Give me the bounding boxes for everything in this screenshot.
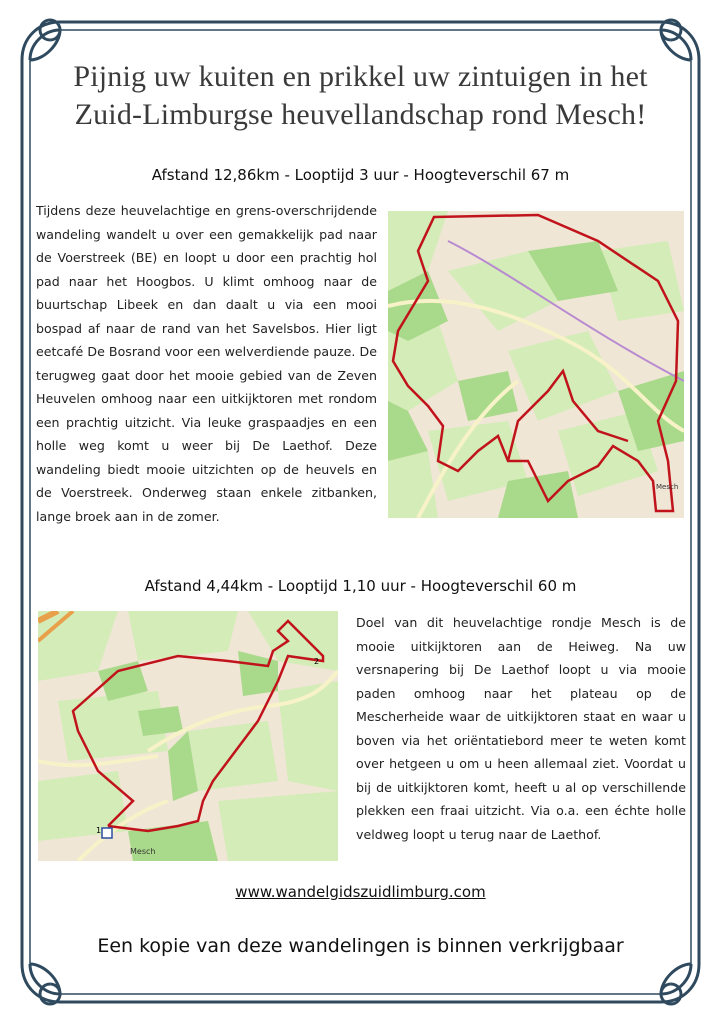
- route2-map-town-label: Mesch: [130, 847, 156, 856]
- route2-start-marker: 1: [96, 826, 102, 835]
- footer-note: Een kopie van deze wandelingen is binnen verkrijgbaar: [97, 935, 624, 957]
- route2-map: [38, 611, 338, 861]
- page-title: Pijnig uw kuiten en prikkel uw zintuigen in het Zuid-Limburgse heuvellandschap rond Mesch!: [73, 60, 648, 131]
- website-link[interactable]: www.wandelgidszuidlimburg.com: [235, 883, 486, 901]
- route2-stats: Afstand 4,44km - Looptijd 1,10 uur - Hoogteverschil 60 m: [144, 577, 577, 595]
- route1-map-town-label: Mesch: [656, 483, 679, 491]
- route1-map: [388, 211, 684, 518]
- route1-description: Tijdens deze heuvelachtige en grens-overschrijdende wandeling wandelt u over een gemakkelijk pad naar de Voerstreek (BE) en loopt u door een prachtig hol pad naar het Hoogbos. U klimt omhoog naar de buurtschap Libeek en dan daalt u via een mooi bospad af naar de rand van het Savelsbos. Hier ligt eetcafé De Bosrand voor een welverdiende pauze. De terugweg gaat door het mooie gebied van de Zeven Heuvelen omhoog naar een uitkijktoren met rondom een prachtig uitzicht. Via leuke graspaadjes en een holle weg komt u weer bij De Laethof. Deze wandeling biedt mooie uitzichten op de heuvels en de Voerstreek. Onderweg staan enkele zitbanken, lange broek aan in de zomer.: [36, 203, 377, 524]
- route2-end-marker: 2: [314, 657, 320, 666]
- route1-stats: Afstand 12,86km - Looptijd 3 uur - Hoogteverschil 67 m: [151, 166, 570, 184]
- route2-description: Doel van dit heuvelachtige rondje Mesch is de mooie uitkijktoren aan de Heiweg. Na uw versnapering bij De Laethof loopt u via mooie paden omhoog naar het plateau op de Mescherheide waar de uitkijktoren staat en waar u boven via het oriëntatiebord meer te weten komt over hetgeen u om u heen allemaal ziet. Voordat u bij de uitkijktoren komt, heeft u al op verschillende plekken een fraai uitzicht. Via o.a. een échte holle veldweg loopt u terug naar de Laethof.: [356, 615, 686, 842]
